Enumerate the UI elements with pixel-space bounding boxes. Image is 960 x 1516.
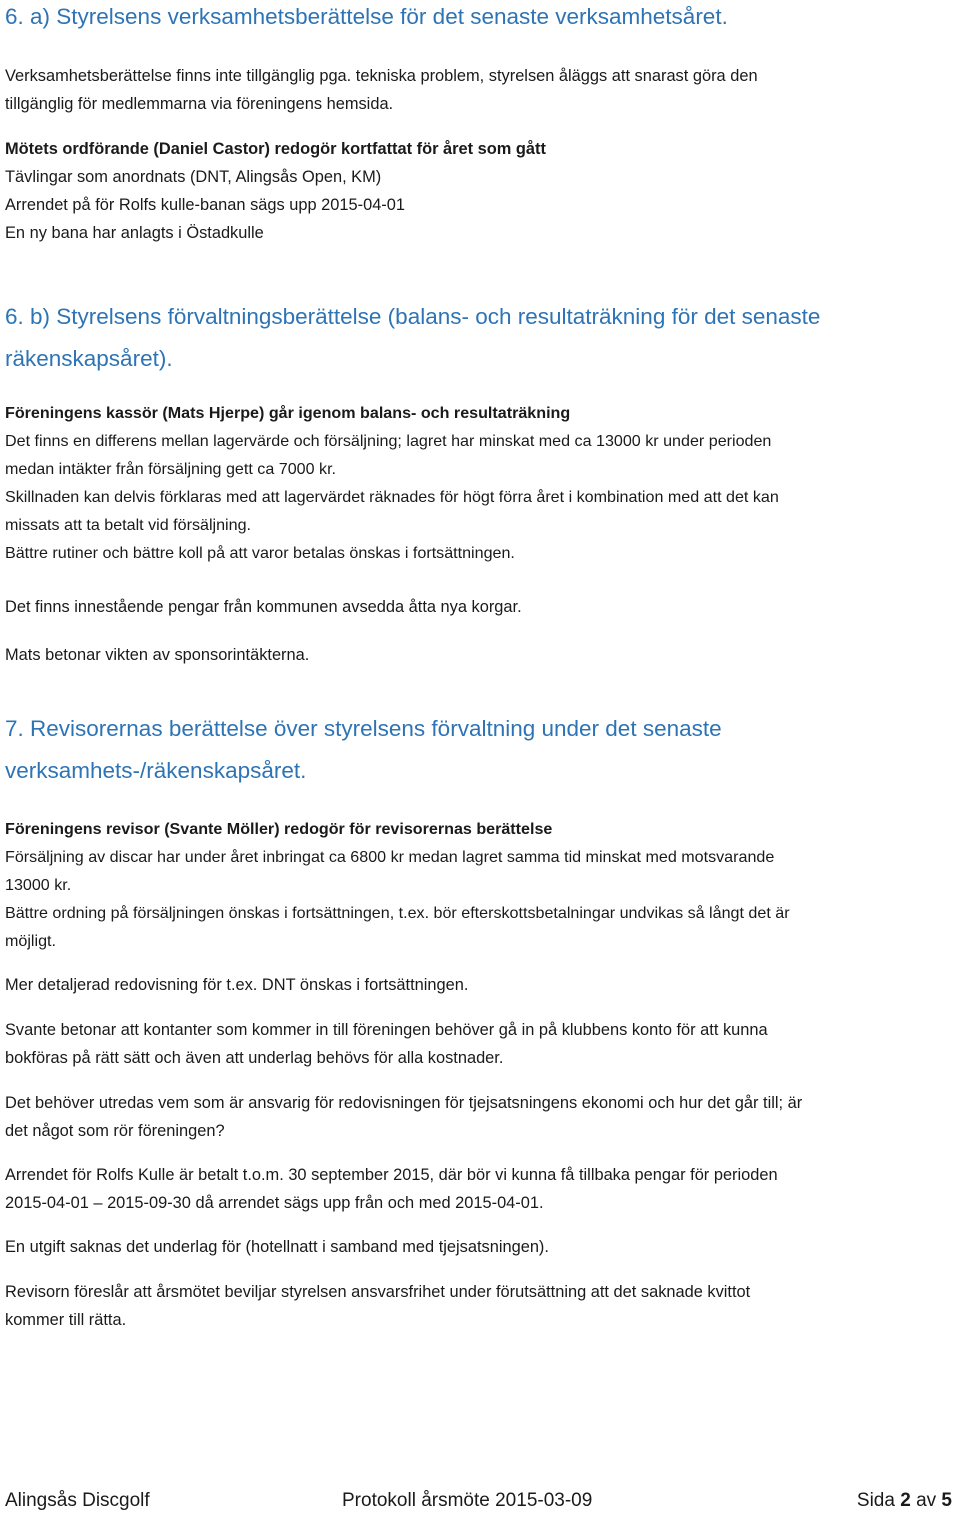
text-line: medan intäkter från försäljning gett ca 7000 kr. <box>5 460 337 478</box>
heading-6b <box>5 296 950 380</box>
text-line: möjligt. <box>5 932 56 950</box>
text-line: Revisorn föreslår att årsmötet beviljar styrelsen ansvarsfrihet under förutsättning att det saknade kvittot <box>5 1283 751 1301</box>
page-current: 2 <box>900 1490 911 1511</box>
page-separator: av <box>916 1490 937 1511</box>
paragraph-auditor <box>5 815 953 955</box>
paragraph-investigate <box>5 1089 953 1145</box>
text-line: Arrendet på för Rolfs kulle-banan sägs upp 2015-04-01 <box>5 196 406 214</box>
text-line: 13000 kr. <box>5 876 72 894</box>
footer-document: Protokoll årsmöte 2015-03-09 <box>342 1490 593 1511</box>
text-line: Verksamhetsberättelse finns inte tillgänglig pga. tekniska problem, styrelsen åläggs att snarast göra den <box>5 67 758 85</box>
heading-6a: 6. a) Styrelsens verksamhetsberättelse för det senaste verksamhetsåret. <box>5 4 728 29</box>
paragraph-municipality: Det finns innestående pengar från kommunen avsedda åtta nya korgar. <box>5 598 522 616</box>
text-line: kommer till rätta. <box>5 1311 127 1329</box>
paragraph-note <box>5 62 953 118</box>
text-line: Det behöver utredas vem som är ansvarig för redovisningen för tjejsatsningens ekonomi och hur det går till; är <box>5 1094 803 1112</box>
paragraph-cash <box>5 1016 953 1072</box>
heading-7 <box>5 708 950 792</box>
paragraph-treasurer <box>5 399 953 567</box>
text-line: det något som rör föreningen? <box>5 1122 225 1140</box>
page-total: 5 <box>941 1490 952 1511</box>
paragraph-sponsor: Mats betonar vikten av sponsorintäkterna. <box>5 646 310 664</box>
paragraph-missing-receipt: En utgift saknas det underlag för (hotellnatt i samband med tjejsatsningen). <box>5 1238 549 1256</box>
paragraph-detail: Mer detaljerad redovisning för t.ex. DNT önskas i fortsättningen. <box>5 976 469 994</box>
text-line: tillgänglig för medlemmarna via föreningens hemsida. <box>5 95 394 113</box>
text-line: Skillnaden kan delvis förklaras med att lagervärdet räknades för högt förra året i kombination med att det kan <box>5 488 779 506</box>
heading-line: 7. Revisorernas berättelse över styrelsens förvaltning under det senaste <box>5 716 722 741</box>
paragraph-title: Mötets ordförande (Daniel Castor) redogör kortfattat för året som gått <box>5 140 546 158</box>
text-line: missats att ta betalt vid försäljning. <box>5 516 251 534</box>
paragraph-lease <box>5 1161 953 1217</box>
page-prefix: Sida <box>856 1490 895 1511</box>
heading-line: räkenskapsåret). <box>5 346 173 371</box>
text-line: Arrendet för Rolfs Kulle är betalt t.o.m. 30 september 2015, där bör vi kunna få tillbaka pengar för perioden <box>5 1166 778 1184</box>
footer-club: Alingsås Discgolf <box>5 1490 150 1511</box>
paragraph-title: Föreningens revisor (Svante Möller) redogör för revisorernas berättelse <box>5 820 553 838</box>
paragraph-title: Föreningens kassör (Mats Hjerpe) går igenom balans- och resultaträkning <box>5 404 571 422</box>
text-line: Försäljning av discar har under året inbringat ca 6800 kr medan lagret samma tid minskat med motsvarande <box>5 848 775 866</box>
heading-line: verksamhets-/räkenskapsåret. <box>5 758 307 783</box>
paragraph-discharge <box>5 1278 953 1334</box>
text-line: Det finns en differens mellan lagervärde och försäljning; lagret har minskat med ca 13000 kr under perioden <box>5 432 772 450</box>
text-line: Tävlingar som anordnats (DNT, Alingsås Open, KM) <box>5 168 382 186</box>
text-line: Bättre rutiner och bättre koll på att varor betalas önskas i fortsättningen. <box>5 544 515 562</box>
text-line: 2015-04-01 – 2015-09-30 då arrendet sägs upp från och med 2015-04-01. <box>5 1194 544 1212</box>
heading-line: 6. b) Styrelsens förvaltningsberättelse (balans- och resultaträkning för det senaste <box>5 304 821 329</box>
paragraph-chair <box>5 135 953 247</box>
text-line: En ny bana har anlagts i Östadkulle <box>5 224 264 242</box>
text-line: Bättre ordning på försäljningen önskas i fortsättningen, t.ex. bör efterskottsbetalningar undvikas så långt det är <box>5 904 790 922</box>
text-line: bokföras på rätt sätt och även att underlag behövs för alla kostnader. <box>5 1049 504 1067</box>
text-line: Svante betonar att kontanter som kommer in till föreningen behöver gå in på klubbens konto för att kunna <box>5 1021 768 1039</box>
footer-page-number <box>857 1486 952 1516</box>
